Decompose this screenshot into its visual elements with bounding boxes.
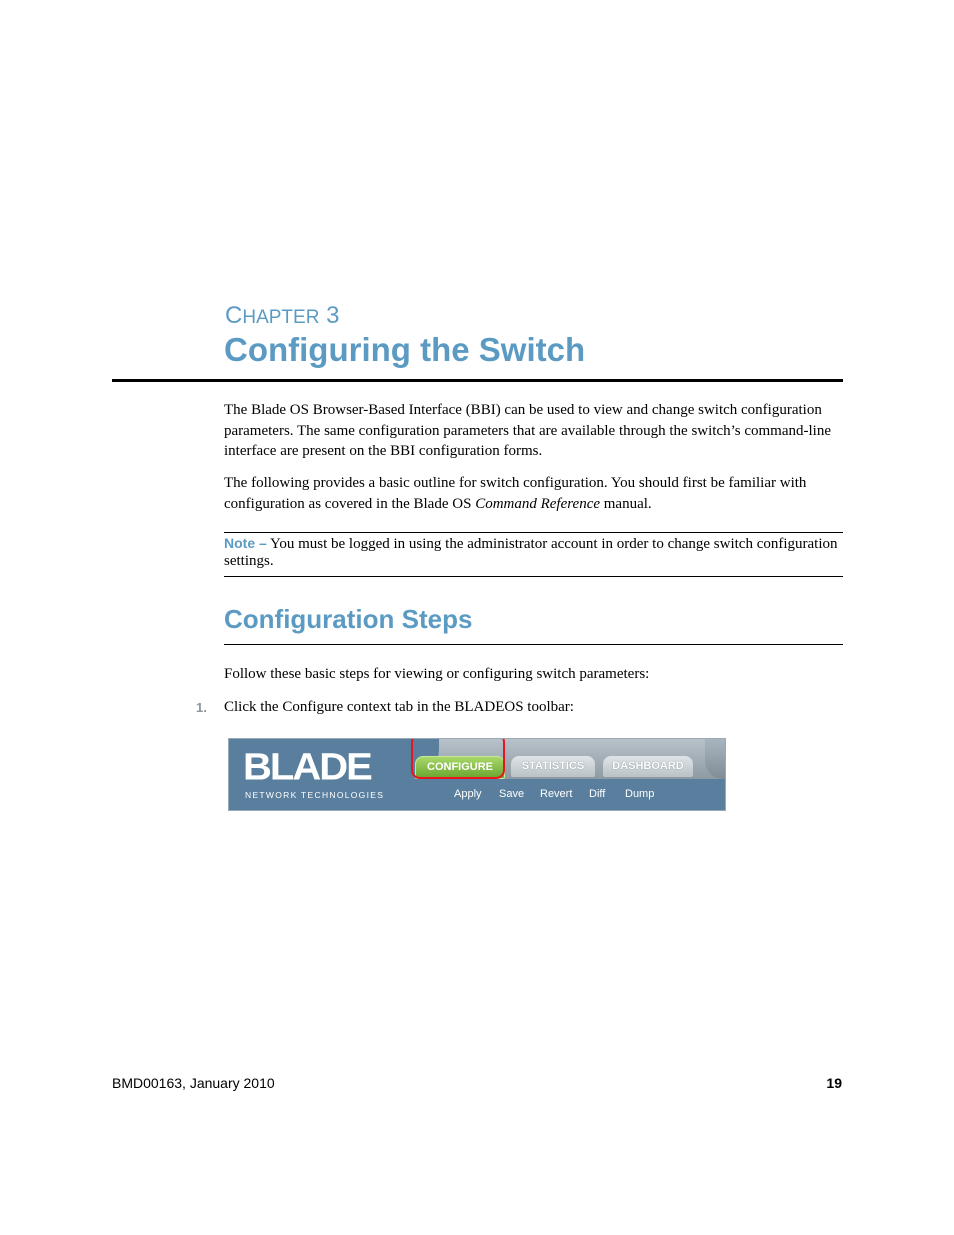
blade-logo: BLADE [243, 746, 371, 788]
chapter-label [225, 303, 339, 331]
tab-configure[interactable]: CONFIGURE [415, 756, 505, 779]
chapter-label-initial: C [225, 302, 243, 329]
tab-dashboard[interactable]: DASHBOARD [603, 756, 693, 777]
blade-tagline: NETWORK TECHNOLOGIES [245, 790, 385, 800]
bladeos-toolbar-screenshot [228, 738, 726, 811]
step-number: 1. [196, 700, 207, 715]
diff-button[interactable]: Diff [589, 788, 606, 800]
intro-paragraph-2 [224, 473, 844, 514]
note-text: You must be logged in using the administrator account in order to change switch configuration settings. [224, 536, 838, 569]
note-label: Note – [224, 535, 267, 551]
section-title: Configuration Steps [224, 604, 473, 634]
note-block [224, 535, 843, 570]
intro-paragraph-2-text: The following provides a basic outline for switch configuration. You should first be familiar with configuration as covered in the Blade OS [224, 475, 807, 512]
intro-paragraph-2-end: manual. [600, 495, 652, 512]
revert-button[interactable]: Revert [540, 788, 573, 800]
chapter-divider [112, 379, 843, 382]
page-number: 19 [826, 1075, 842, 1091]
chapter-label-rest: HAPTER [242, 307, 320, 328]
note-bottom-divider [224, 576, 843, 577]
intro-paragraph-1: The Blade OS Browser-Based Interface (BBI) can be used to view and change switch configuration parameters. The same configuration parameters that are available through the switch’s command-line interface are present on the BBI configuration forms. [224, 402, 831, 459]
steps-intro: Follow these basic steps for viewing or configuring switch parameters: [224, 666, 650, 682]
configure-highlight-ring [411, 738, 505, 779]
note-top-divider [224, 532, 843, 533]
footer-doc-id: BMD00163, January 2010 [112, 1075, 275, 1091]
step-text: Click the Configure context tab in the BLADEOS toolbar: [224, 699, 574, 715]
dump-button[interactable]: Dump [625, 788, 655, 800]
section-divider [224, 644, 843, 645]
chapter-title: Configuring the Switch [224, 331, 586, 368]
tab-statistics[interactable]: STATISTICS [511, 756, 595, 777]
chapter-number: 3 [326, 302, 340, 329]
apply-button[interactable]: Apply [454, 788, 482, 800]
command-reference-title: Command Reference [475, 495, 601, 512]
save-button[interactable]: Save [499, 788, 525, 800]
